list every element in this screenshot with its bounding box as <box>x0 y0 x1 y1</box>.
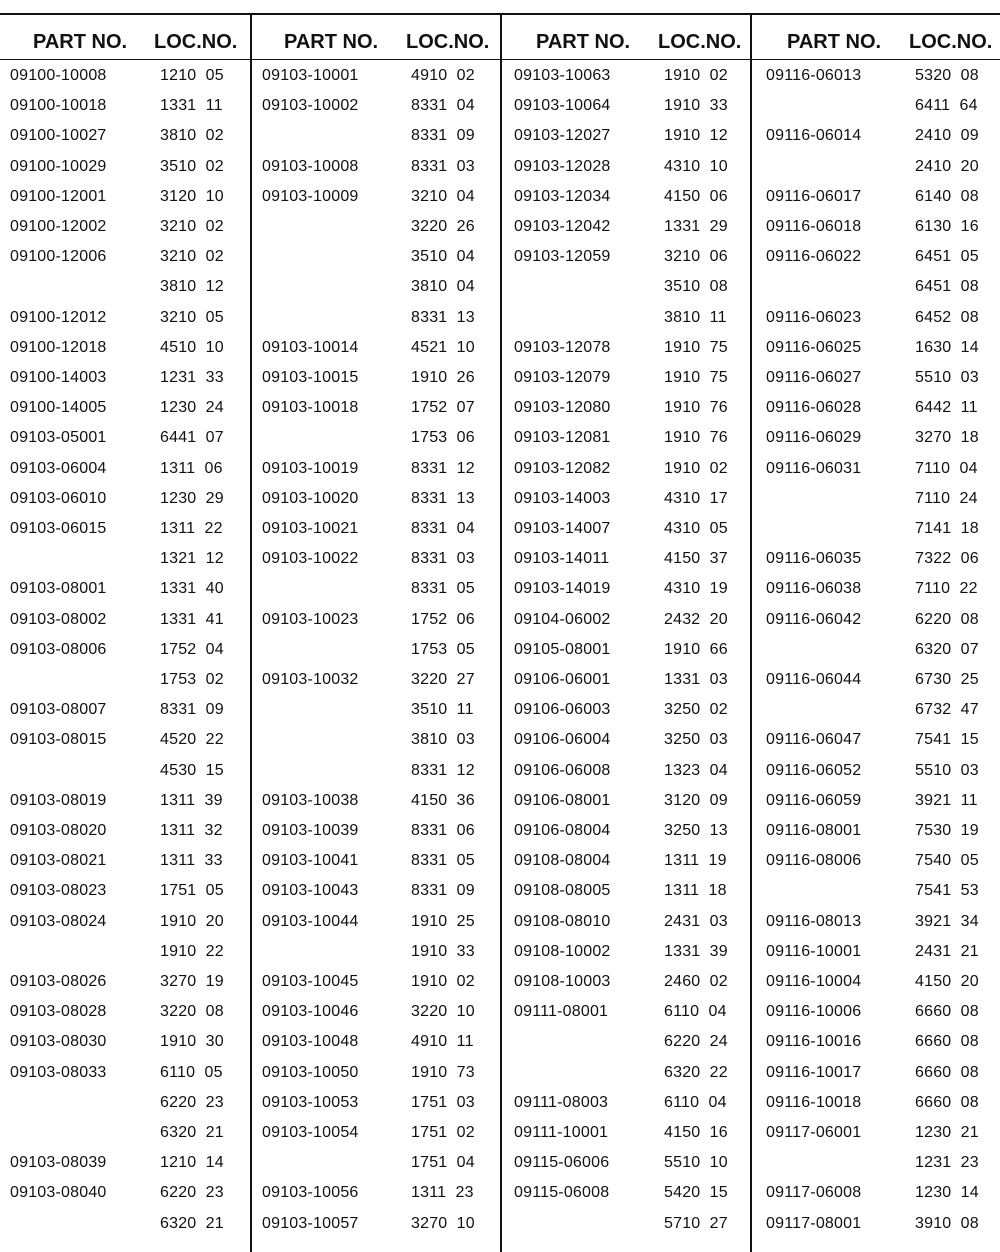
part-number-cell: 09103-10009 <box>262 188 359 205</box>
location-number-cell: 1910 30 <box>160 1033 224 1050</box>
location-number-cell: 8331 09 <box>411 127 475 144</box>
location-number-cell: 1910 02 <box>664 460 728 477</box>
location-number-cell: 3220 27 <box>411 671 475 688</box>
location-number-cell: 8331 12 <box>411 762 475 779</box>
location-number-cell: 3921 11 <box>915 792 978 809</box>
part-number-cell: 09116-06017 <box>766 188 862 205</box>
location-number-cell: 8331 06 <box>411 822 475 839</box>
part-number-cell: 09108-10003 <box>514 973 611 990</box>
location-number-cell: 6320 21 <box>160 1215 224 1232</box>
location-number-cell: 1910 20 <box>160 913 224 930</box>
location-number-cell: 5510 10 <box>664 1154 728 1171</box>
column-divider <box>250 13 252 1252</box>
location-number-cell: 8331 03 <box>411 550 475 567</box>
part-number-cell: 09116-06031 <box>766 460 862 477</box>
location-number-cell: 6660 08 <box>915 1003 979 1020</box>
location-number-cell: 7540 05 <box>915 852 979 869</box>
part-number-cell: 09116-06042 <box>766 611 862 628</box>
location-number-cell: 6320 21 <box>160 1124 224 1141</box>
part-number-cell: 09103-10018 <box>262 399 359 416</box>
part-number-cell: 09100-12002 <box>10 218 107 235</box>
part-number-cell: 09106-06001 <box>514 671 611 688</box>
part-number-cell: 09103-10014 <box>262 339 359 356</box>
location-number-cell: 3810 03 <box>411 731 475 748</box>
location-number-cell: 6732 47 <box>915 701 979 718</box>
location-number-cell: 1210 05 <box>160 67 224 84</box>
location-number-cell: 2410 20 <box>915 158 979 175</box>
location-number-cell: 3810 12 <box>160 278 224 295</box>
part-number-cell: 09116-06038 <box>766 580 862 597</box>
location-number-cell: 7141 18 <box>915 520 979 537</box>
location-number-cell: 4310 05 <box>664 520 728 537</box>
location-number-cell: 1751 02 <box>411 1124 475 1141</box>
location-number-cell: 1910 75 <box>664 339 728 356</box>
part-number-cell: 09103-08028 <box>10 1003 107 1020</box>
location-number-cell: 1910 73 <box>411 1064 475 1081</box>
location-number-cell: 1752 04 <box>160 641 224 658</box>
location-number-cell: 3210 02 <box>160 218 224 235</box>
location-number-cell: 3510 11 <box>411 701 474 718</box>
part-number-cell: 09103-12042 <box>514 218 611 235</box>
part-number-cell: 09103-10054 <box>262 1124 359 1141</box>
part-number-cell: 09111-08003 <box>514 1094 609 1111</box>
part-number-cell: 09103-10044 <box>262 913 359 930</box>
part-number-cell: 09111-08001 <box>514 1003 609 1020</box>
location-number-cell: 1910 33 <box>664 97 728 114</box>
part-number-cell: 09103-08015 <box>10 731 107 748</box>
part-number-cell: 09116-06047 <box>766 731 862 748</box>
location-number-cell: 3810 02 <box>160 127 224 144</box>
location-number-cell: 1311 32 <box>160 822 223 839</box>
part-number-cell: 09103-10046 <box>262 1003 359 1020</box>
location-number-cell: 3910 08 <box>915 1215 979 1232</box>
location-number-cell: 3220 10 <box>411 1003 475 1020</box>
location-number-cell: 3510 02 <box>160 158 224 175</box>
location-number-cell: 3250 13 <box>664 822 728 839</box>
location-number-cell: 7110 04 <box>915 460 978 477</box>
location-number-cell: 1311 33 <box>160 852 223 869</box>
location-number-cell: 8331 05 <box>411 580 475 597</box>
part-number-cell: 09103-10057 <box>262 1215 359 1232</box>
part-number-cell: 09100-10029 <box>10 158 107 175</box>
location-number-cell: 3210 02 <box>160 248 224 265</box>
part-number-cell: 09103-08024 <box>10 913 107 930</box>
location-number-cell: 6320 07 <box>915 641 979 658</box>
location-number-cell: 4910 11 <box>411 1033 474 1050</box>
location-number-cell: 1311 06 <box>160 460 223 477</box>
location-number-cell: 1210 14 <box>160 1154 224 1171</box>
part-number-cell: 09116-06014 <box>766 127 862 144</box>
part-number-cell: 09116-06029 <box>766 429 862 446</box>
location-number-cell: 1331 11 <box>160 97 223 114</box>
location-number-cell: 5320 08 <box>915 67 979 84</box>
location-number-cell: 3210 04 <box>411 188 475 205</box>
location-number-cell: 8331 09 <box>411 882 475 899</box>
location-number-cell: 1311 22 <box>160 520 223 537</box>
part-number-cell: 09103-08030 <box>10 1033 107 1050</box>
part-number-cell: 09106-06008 <box>514 762 611 779</box>
location-number-cell: 1331 29 <box>664 218 728 235</box>
part-number-cell: 09108-08005 <box>514 882 611 899</box>
part-number-cell: 09103-05001 <box>10 429 107 446</box>
location-number-cell: 6660 08 <box>915 1064 979 1081</box>
location-number-cell: 8331 13 <box>411 490 475 507</box>
part-number-cell: 09103-14007 <box>514 520 611 537</box>
part-number-cell: 09103-14011 <box>514 550 610 567</box>
location-number-cell: 3220 26 <box>411 218 475 235</box>
part-number-cell: 09103-12079 <box>514 369 611 386</box>
location-number-cell: 1910 26 <box>411 369 475 386</box>
location-number-cell: 8331 12 <box>411 460 475 477</box>
part-number-cell: 09117-06001 <box>766 1124 862 1141</box>
part-number-cell: 09103-10043 <box>262 882 359 899</box>
part-number-cell: 09103-10045 <box>262 973 359 990</box>
part-number-cell: 09103-08019 <box>10 792 107 809</box>
location-number-cell: 3120 10 <box>160 188 224 205</box>
part-number-cell: 09116-06059 <box>766 792 862 809</box>
part-number-cell: 09103-08007 <box>10 701 107 718</box>
location-number-cell: 1230 29 <box>160 490 224 507</box>
part-number-cell: 09116-06044 <box>766 671 862 688</box>
location-number-cell: 1752 07 <box>411 399 475 416</box>
part-number-cell: 09106-08001 <box>514 792 611 809</box>
part-number-cell: 09116-10017 <box>766 1064 862 1081</box>
part-number-cell: 09103-10002 <box>262 97 359 114</box>
location-number-cell: 2410 09 <box>915 127 979 144</box>
location-number-cell: 1910 22 <box>160 943 224 960</box>
location-number-cell: 1331 41 <box>160 611 224 628</box>
location-number-cell: 3270 18 <box>915 429 979 446</box>
location-number-cell: 1331 03 <box>664 671 728 688</box>
part-number-cell: 09117-08001 <box>766 1215 862 1232</box>
part-number-cell: 09103-12081 <box>514 429 611 446</box>
location-number-cell: 3921 34 <box>915 913 979 930</box>
part-number-cell: 09117-06008 <box>766 1184 862 1201</box>
part-number-cell: 09103-10021 <box>262 520 359 537</box>
part-number-cell: 09103-10053 <box>262 1094 359 1111</box>
location-number-cell: 4530 15 <box>160 762 224 779</box>
location-number-cell: 4150 36 <box>411 792 475 809</box>
location-number-cell: 1311 19 <box>664 852 727 869</box>
part-number-cell: 09100-12012 <box>10 309 107 326</box>
location-number-cell: 2431 03 <box>664 913 728 930</box>
location-number-cell: 6110 05 <box>160 1064 223 1081</box>
part-number-cell: 09103-08001 <box>10 580 107 597</box>
location-number-cell: 1630 14 <box>915 339 979 356</box>
location-number-cell: 4310 17 <box>664 490 728 507</box>
part-number-cell: 09116-06052 <box>766 762 862 779</box>
location-number-cell: 5420 15 <box>664 1184 728 1201</box>
location-number-cell: 2460 02 <box>664 973 728 990</box>
part-number-cell: 09103-10023 <box>262 611 359 628</box>
part-number-cell: 09103-10020 <box>262 490 359 507</box>
location-number-cell: 3270 10 <box>411 1215 475 1232</box>
part-number-cell: 09116-06027 <box>766 369 862 386</box>
location-number-cell: 4520 22 <box>160 731 224 748</box>
part-number-cell: 09116-08013 <box>766 913 862 930</box>
location-number-cell: 3810 11 <box>664 309 727 326</box>
part-no-header: PART NO. <box>284 31 379 53</box>
location-number-cell: 8331 04 <box>411 97 475 114</box>
part-number-cell: 09115-06006 <box>514 1154 610 1171</box>
location-number-cell: 1321 12 <box>160 550 224 567</box>
location-number-cell: 1751 03 <box>411 1094 475 1111</box>
part-number-cell: 09116-06023 <box>766 309 862 326</box>
location-number-cell: 5710 27 <box>664 1215 728 1232</box>
location-number-cell: 1910 25 <box>411 913 475 930</box>
part-number-cell: 09103-12078 <box>514 339 611 356</box>
part-number-cell: 09116-10006 <box>766 1003 862 1020</box>
column-divider <box>500 13 502 1252</box>
location-number-cell: 6441 07 <box>160 429 224 446</box>
part-number-cell: 09103-06004 <box>10 460 107 477</box>
location-number-cell: 3210 05 <box>160 309 224 326</box>
part-no-header: PART NO. <box>536 31 631 53</box>
location-number-cell: 2432 20 <box>664 611 728 628</box>
location-number-cell: 8331 04 <box>411 520 475 537</box>
part-number-cell: 09116-06018 <box>766 218 862 235</box>
location-number-cell: 4150 16 <box>664 1124 728 1141</box>
part-number-cell: 09116-06035 <box>766 550 862 567</box>
part-number-cell: 09103-10048 <box>262 1033 359 1050</box>
part-number-cell: 09103-08039 <box>10 1154 107 1171</box>
part-number-cell: 09103-12034 <box>514 188 611 205</box>
location-number-cell: 7110 24 <box>915 490 978 507</box>
location-number-cell: 1311 23 <box>411 1184 474 1201</box>
column-divider <box>750 13 752 1252</box>
location-number-cell: 8331 13 <box>411 309 475 326</box>
part-number-cell: 09116-06022 <box>766 248 862 265</box>
location-number-cell: 6110 04 <box>664 1003 727 1020</box>
location-number-cell: 1230 14 <box>915 1184 979 1201</box>
location-number-cell: 4150 06 <box>664 188 728 205</box>
part-number-cell: 09103-12027 <box>514 127 611 144</box>
loc-no-header: LOC.NO. <box>909 31 993 53</box>
location-number-cell: 1751 05 <box>160 882 224 899</box>
part-number-cell: 09103-08023 <box>10 882 107 899</box>
part-number-cell: 09103-08002 <box>10 611 107 628</box>
location-number-cell: 6130 16 <box>915 218 979 235</box>
part-number-cell: 09106-06003 <box>514 701 611 718</box>
location-number-cell: 1231 23 <box>915 1154 979 1171</box>
part-number-cell: 09108-10002 <box>514 943 611 960</box>
part-number-cell: 09108-08010 <box>514 913 611 930</box>
part-number-cell: 09103-10039 <box>262 822 359 839</box>
location-number-cell: 1910 12 <box>664 127 728 144</box>
part-number-cell: 09103-10022 <box>262 550 359 567</box>
location-number-cell: 1910 76 <box>664 399 728 416</box>
part-number-cell: 09103-10064 <box>514 97 611 114</box>
location-number-cell: 1331 39 <box>664 943 728 960</box>
location-number-cell: 6220 24 <box>664 1033 728 1050</box>
part-number-cell: 09103-08040 <box>10 1184 107 1201</box>
location-number-cell: 4150 20 <box>915 973 979 990</box>
part-number-cell: 09115-06008 <box>514 1184 610 1201</box>
location-number-cell: 6320 22 <box>664 1064 728 1081</box>
loc-no-header: LOC.NO. <box>658 31 742 53</box>
location-number-cell: 6730 25 <box>915 671 979 688</box>
part-number-cell: 09103-10015 <box>262 369 359 386</box>
location-number-cell: 1752 06 <box>411 611 475 628</box>
location-number-cell: 1753 02 <box>160 671 224 688</box>
location-number-cell: 6660 08 <box>915 1094 979 1111</box>
location-number-cell: 7541 53 <box>915 882 979 899</box>
location-number-cell: 4910 02 <box>411 67 475 84</box>
part-number-cell: 09103-12080 <box>514 399 611 416</box>
part-number-cell: 09108-08004 <box>514 852 611 869</box>
location-number-cell: 6110 04 <box>664 1094 727 1111</box>
part-number-cell: 09116-10004 <box>766 973 862 990</box>
location-number-cell: 4310 10 <box>664 158 728 175</box>
location-number-cell: 3120 09 <box>664 792 728 809</box>
location-number-cell: 3220 08 <box>160 1003 224 1020</box>
location-number-cell: 1910 02 <box>411 973 475 990</box>
location-number-cell: 4310 19 <box>664 580 728 597</box>
location-number-cell: 3250 02 <box>664 701 728 718</box>
part-number-cell: 09103-12082 <box>514 460 611 477</box>
location-number-cell: 7541 15 <box>915 731 979 748</box>
location-number-cell: 1910 66 <box>664 641 728 658</box>
location-number-cell: 1910 02 <box>664 67 728 84</box>
location-number-cell: 1910 76 <box>664 429 728 446</box>
part-number-cell: 09103-14019 <box>514 580 611 597</box>
loc-no-header: LOC.NO. <box>406 31 490 53</box>
location-number-cell: 1231 33 <box>160 369 224 386</box>
part-number-cell: 09116-10001 <box>766 943 862 960</box>
location-number-cell: 6220 23 <box>160 1094 224 1111</box>
location-number-cell: 6451 08 <box>915 278 979 295</box>
part-number-cell: 09116-08001 <box>766 822 862 839</box>
location-number-cell: 6451 05 <box>915 248 979 265</box>
part-no-header: PART NO. <box>33 31 128 53</box>
part-number-cell: 09116-10018 <box>766 1094 862 1111</box>
location-number-cell: 8331 05 <box>411 852 475 869</box>
part-number-cell: 09103-08006 <box>10 641 107 658</box>
location-number-cell: 6220 23 <box>160 1184 224 1201</box>
location-number-cell: 1751 04 <box>411 1154 475 1171</box>
location-number-cell: 1230 24 <box>160 399 224 416</box>
loc-no-header: LOC.NO. <box>154 31 238 53</box>
part-number-cell: 09100-12006 <box>10 248 107 265</box>
location-number-cell: 6452 08 <box>915 309 979 326</box>
part-number-cell: 09106-08004 <box>514 822 611 839</box>
location-number-cell: 7322 06 <box>915 550 979 567</box>
part-number-cell: 09100-10018 <box>10 97 107 114</box>
location-number-cell: 6411 64 <box>915 97 978 114</box>
part-number-cell: 09103-10050 <box>262 1064 359 1081</box>
location-number-cell: 6220 08 <box>915 611 979 628</box>
part-number-cell: 09103-12028 <box>514 158 611 175</box>
location-number-cell: 1311 39 <box>160 792 223 809</box>
part-number-cell: 09103-08021 <box>10 852 107 869</box>
location-number-cell: 4510 10 <box>160 339 224 356</box>
part-number-cell: 09105-08001 <box>514 641 611 658</box>
location-number-cell: 1753 06 <box>411 429 475 446</box>
part-number-cell: 09100-10008 <box>10 67 107 84</box>
part-number-cell: 09103-10032 <box>262 671 359 688</box>
location-number-cell: 5510 03 <box>915 369 979 386</box>
location-number-cell: 3510 08 <box>664 278 728 295</box>
part-number-cell: 09103-10038 <box>262 792 359 809</box>
location-number-cell: 6660 08 <box>915 1033 979 1050</box>
part-number-cell: 09100-14005 <box>10 399 107 416</box>
part-number-cell: 09106-06004 <box>514 731 611 748</box>
part-number-cell: 09116-08006 <box>766 852 862 869</box>
location-number-cell: 3270 19 <box>160 973 224 990</box>
location-number-cell: 1323 04 <box>664 762 728 779</box>
location-number-cell: 3810 04 <box>411 278 475 295</box>
location-number-cell: 3210 06 <box>664 248 728 265</box>
part-number-cell: 09103-08033 <box>10 1064 107 1081</box>
part-no-header: PART NO. <box>787 31 882 53</box>
part-number-cell: 09100-12018 <box>10 339 107 356</box>
part-number-cell: 09103-10008 <box>262 158 359 175</box>
part-number-cell: 09103-14003 <box>514 490 611 507</box>
location-number-cell: 1910 75 <box>664 369 728 386</box>
part-number-cell: 09116-06025 <box>766 339 862 356</box>
location-number-cell: 8331 03 <box>411 158 475 175</box>
part-number-cell: 09103-06010 <box>10 490 107 507</box>
part-number-cell: 09100-14003 <box>10 369 107 386</box>
part-number-cell: 09103-10001 <box>262 67 359 84</box>
location-number-cell: 5510 03 <box>915 762 979 779</box>
part-number-cell: 09103-10041 <box>262 852 359 869</box>
part-number-cell: 09103-06015 <box>10 520 107 537</box>
part-number-cell: 09100-10027 <box>10 127 107 144</box>
location-number-cell: 6140 08 <box>915 188 979 205</box>
location-number-cell: 1331 40 <box>160 580 224 597</box>
part-number-cell: 09116-06013 <box>766 67 862 84</box>
location-number-cell: 8331 09 <box>160 701 224 718</box>
part-number-cell: 09100-12001 <box>10 188 107 205</box>
part-number-cell: 09104-06002 <box>514 611 611 628</box>
location-number-cell: 3510 04 <box>411 248 475 265</box>
part-number-cell: 09103-08020 <box>10 822 107 839</box>
part-number-cell: 09103-10056 <box>262 1184 359 1201</box>
location-number-cell: 3250 03 <box>664 731 728 748</box>
part-number-cell: 09103-08026 <box>10 973 107 990</box>
part-number-cell: 09103-10019 <box>262 460 359 477</box>
location-number-cell: 1910 33 <box>411 943 475 960</box>
location-number-cell: 2431 21 <box>915 943 979 960</box>
location-number-cell: 1230 21 <box>915 1124 979 1141</box>
part-number-cell: 09116-10016 <box>766 1033 862 1050</box>
part-number-cell: 09103-12059 <box>514 248 611 265</box>
part-number-cell: 09103-10063 <box>514 67 611 84</box>
location-number-cell: 6442 11 <box>915 399 978 416</box>
location-number-cell: 7110 22 <box>915 580 978 597</box>
part-number-cell: 09111-10001 <box>514 1124 609 1141</box>
part-number-cell: 09116-06028 <box>766 399 862 416</box>
location-number-cell: 4150 37 <box>664 550 728 567</box>
location-number-cell: 1311 18 <box>664 882 727 899</box>
location-number-cell: 4521 10 <box>411 339 475 356</box>
location-number-cell: 1753 05 <box>411 641 475 658</box>
location-number-cell: 7530 19 <box>915 822 979 839</box>
